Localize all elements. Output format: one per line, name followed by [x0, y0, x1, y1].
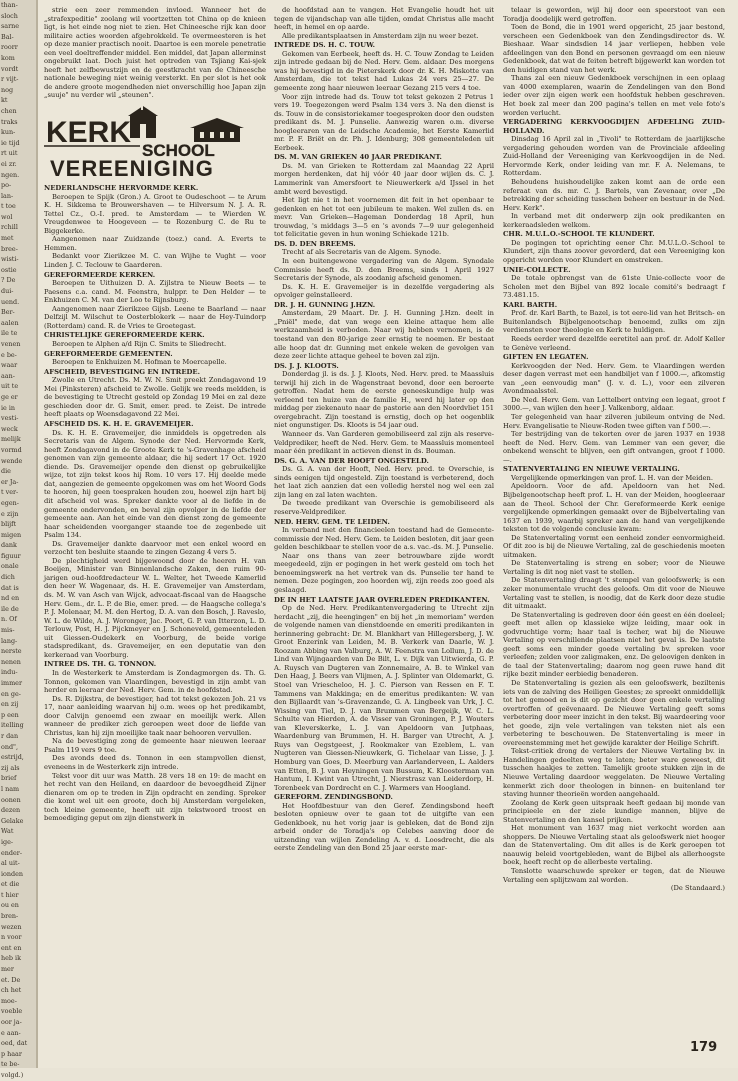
- article-paragraph: Aangenomen naar Zierikzee Gijsb. Leene te Baarland — naar Delfzijl M. Wilschut te Oosterblokerk — naar de Hey-Tuindorp (Rotterdam) cand. R. de Vries te Groetegast.: [44, 304, 266, 330]
- margin-fragment: ionden: [1, 869, 23, 878]
- section-heading: NED. HERV. GEM. TE LEIDEN.: [274, 517, 390, 526]
- margin-fragment: ige-: [1, 837, 14, 846]
- margin-fragment: mis-: [1, 626, 15, 635]
- margin-fragment: ie tijd: [1, 138, 20, 147]
- margin-fragment: en zij: [1, 700, 19, 709]
- margin-fragment: e zijn: [1, 509, 19, 518]
- margin-fragment: oor ja-: [1, 1018, 22, 1026]
- article-paragraph: De Statenvertaling is gedreven door één geest en één doeleel; geeft met allen op klassieke wijze leiding, maar ook in godvruchtige vorm; haar taal is techer, wat bij de Nieuwe Vertaling op verschillende plaatsen niet het geval is. De laatste geeft soms een minder goede vertaling bv. spreken voor verleefen; zelden voor zaligmaken, enz. De geloovigen denken in de taal der Statenvertaling; daarom nog geen ruwe hand dit rijke bezit minder eerbiedig benaderen.: [503, 610, 725, 679]
- article-paragraph: telaar is geworden, wijl hij door een speerstoot van een Toradja doodelijk werd getroffen.: [503, 6, 725, 23]
- article-paragraph: Apeldoorn. Voor de afd. Apeldoorn van het Ned. Bijbelgenootschap heeft prof. L. H. van der Meiden, hoogleeraar aan de Theol. School der Chr. Gereformeerde Kerk eenige vergelijkende opmerkingen gemaakt over de Bijbelvertaling van 1637 en 1939, waarbij spreker aan de hand van vergelijkende teksten tot de volgende conclusie kwam:: [503, 482, 725, 534]
- section-heading: DS. M. VAN GRIEKEN 40 JAAR PREDIKANT.: [274, 153, 442, 162]
- logo-word-vereeniging: VEREENIGING: [50, 156, 214, 182]
- margin-fragment: indu-: [1, 668, 18, 677]
- margin-fragment: uit te: [1, 382, 19, 391]
- article-paragraph: Aangenomen naar Zuidzande (toez.) cand. A. Everts te Hemmen.: [44, 235, 266, 252]
- article-paragraph: De Statenvertaling is gezien als een geloofswerk, beziltenis iets van de zalving des Heiligen Geestes; ze spreekt onmiddellijk tot het gemoed en is dit op gezicht door geen enkele vertaling overtroffen of geëvenaard. De Nieuwe Vertaling geeft soms verbetering door meer inzicht in den tekst. Bij waardeering voor het goede, zijn vele vertalingen van teksten niet als een verbetering te beschouwen. De Statenvertaling is meer in overeenstemming met het gewijde karakter der Heilige Schrift.: [503, 678, 725, 747]
- margin-fragment: itelling: [1, 721, 24, 730]
- margin-fragment: ch het: [1, 986, 22, 995]
- article-paragraph: Na de bevestiging zong de gemeente haar nieuwen leeraar Psalm 119 vers 9 toe.: [44, 737, 266, 754]
- margin-fragment: sloch: [1, 11, 18, 20]
- article-paragraph: Trecht af als Secretaris van de Algem. Synode.: [282, 248, 442, 257]
- article-paragraph: Vergelijkende opmerkingen van prof. L. H. van der Meiden.: [511, 473, 713, 482]
- column-3: [503, 6, 725, 893]
- section-heading: VERGADERING KERKVOOGDIJEN AFDEELING ZUID-HOLLAND.: [503, 118, 725, 135]
- article-paragraph: Behoudens huishoudelijke zaken komt aan de orde een referaat van ds. mr. C. J. Bartels, van Zevenaar, over „De betrekking der scheiding tusschen beheer en bestuur in de Ned. Herv. Kerk".: [503, 178, 725, 212]
- section-heading: CHR. M.U.L.O.-SCHOOL TE KLUNDERT.: [503, 230, 655, 239]
- article-paragraph: De pogingen tot oprichting eener Chr. M.U.L.O.-School te Klundert, zijn thans zoover gevorderd, dat een Vereeniging kon opgericht worden voor Klundert en omstreken.: [503, 238, 725, 264]
- section-heading: CHRISTELIJKE GEREFORMEERDE KERK.: [44, 331, 205, 340]
- column-2: [274, 6, 494, 853]
- article-paragraph: Tenslotte waarschuwde spreker er tegen, dat de Nieuwe Vertaling een splijtzwam zal worden.: [503, 867, 725, 884]
- margin-fragment: dezen: [1, 806, 21, 815]
- margin-fragment: ie in: [1, 403, 16, 412]
- margin-fragment: voeble: [1, 1007, 23, 1016]
- article-paragraph: Bedankt voor Zierikzee M. C. van Wijhe te Vught — voor Linden J. C. Teclouw te Gaarderen.: [44, 252, 266, 269]
- section-heading: UNIE-COLLECTE.: [503, 265, 571, 274]
- article-paragraph: Ds. K. H. E. Gravemeijer, die inmiddels is opgetreden als Secretaris van de Algem. Synode der Ned. Hervormde Kerk, heeft Zondagavond in de Groote Kerk te 's-Gravenhage afscheid genomen van zijn gemeente aldaar, die hij sedert 17 Oct. 1920 diende. Ds. Gravemeijer opende den dienst op gebruikelijke wijze, tot zijn tekst koos hij Rom. 10 vers 17. Hij deelde mede dat, aangezien de gemeente opgekomen was om het Woord Gods te hooren, hij geen toespraken houden zou, hoewel zijn hart bij dit afscheid vol was. Spreker dankte voor al de liefde in de gemeente ondervonden, en beval zijn opvolger in de liefde der gemeente aan. Aan het einde van den dienst zong de gemeente haar scheidenden voorganger staande toe de zegenbede uit Psalm 134.: [44, 428, 266, 540]
- article-paragraph: Ds. R. Dijkstra, de bevestiger, had tot tekst gekozen Joh. 21 vs 17, naar aanleiding waarvan hij o.m. wees op het predikambt, door Calvijn genoemd een zwaar en moeilijk werk. Allen wanneer de prediker zich geroepen weet door de liefde van Christus, kan hij zijn moeilijke taak naar behooren vervullen.: [44, 694, 266, 737]
- margin-fragment: t hier: [1, 890, 19, 899]
- margin-fragment: onale: [1, 562, 19, 571]
- margin-fragment: vesti-: [1, 414, 19, 423]
- margin-fragment: ei zr.: [1, 159, 17, 168]
- section-heading: DE IN HET LAATSTE JAAR OVERLEDEN PREDIKANTEN.: [274, 595, 490, 604]
- margin-fragment: wende: [1, 456, 23, 465]
- article-paragraph: Het Hoofdbestuur van den Geref. Zendingsbond heeft besloten opnieuw over te gaan tot de uitgifte van een Gedenkboek, nu het vorig jaar is gebleken, dat de Bond zijn arbeid onder de Toradja's op Celebes aanving door de uitzending van wijlen Zendeling A. v. d. Loosdrecht, die als eerste Zendeling van den Bond 25 jaar eerste mar-: [274, 801, 494, 853]
- margin-fragment: ile te: [1, 329, 18, 338]
- section-heading: DR. J. H. GUNNING J.HZN.: [274, 300, 376, 309]
- article-paragraph: In verband met dit onderwerp zijn ook predikanten en kerkeraadsleden welkom.: [503, 212, 725, 229]
- article-paragraph: Ter bestrijding van de tekorten over de jaren 1937 en 1938 heeft de Ned. Herv. Gem. van Lemmer van een gever, die onbekend wenscht te blijven, een gift ontvangen, groot f 1000.—.: [503, 430, 725, 464]
- margin-fragment: melijk: [1, 435, 21, 444]
- article-paragraph: de hoofdstad aan te vangen. Het Evangelie houdt het uit tegen de vijandschap van alle tijden, omdat Christus alle macht heeft, in hemel en op aarde.: [274, 6, 494, 32]
- article-paragraph: Amsterdam, 29 Maart. Dr. J. H. Gunning J.Hzn. deelt in „Pniël" mede, dat van wege een kleine attaque hem alle werkzaamheid is verboden. Naar wij hebben vernomen, is de toestand van den 80-jarige zeer ernstig te noemen. Er bestaat alle hoop dat dr. Gunning met enkele weken de gevolgen van deze zeer lichte attaque geheel te boven zal zijn.: [274, 309, 494, 361]
- margin-fragment: met: [1, 234, 14, 243]
- margin-fragment: die: [1, 467, 11, 476]
- column-1: [44, 6, 266, 823]
- article-paragraph: De Ned. Herv. Gem. van Lettelbert ontving een legaat, groot f 3000.—, van wijlen den heer J. Valkenborg, aldaar.: [503, 395, 725, 413]
- margin-fragment: weck: [1, 424, 18, 433]
- section-heading: GIFTEN EN LEGATEN.: [503, 353, 589, 362]
- section-heading: INTREDE DS. H. C. TOUW.: [274, 41, 376, 50]
- article-paragraph: De tweede predikant van Overschie is gemobiliseerd als reserve-Veldprediker.: [274, 499, 494, 516]
- article-paragraph: Ds. K. H. E. Gravemeijer is in dezelfde vergadering als opvolger geïnstalleerd.: [274, 282, 494, 300]
- section-heading: GEREFORMEERDE GEMEENTEN.: [44, 349, 173, 358]
- margin-fragment: nog: [1, 85, 14, 94]
- section-heading: DS. D. DEN BREEMS.: [274, 239, 356, 248]
- margin-fragment: dat is: [1, 583, 19, 592]
- article-paragraph: Voor zijn intrede had ds. Touw tot tekst gekozen 2 Petrus 1 vers 19. Toegezongen werd Psalm 134 vers 3. Na den dienst is ds. Touw in de consistoriekamer toegesproken door den oudsten predikant ds. M. J. Punselie. Aanwezig waren o.m. diverse hoogleeraren van de Leidsche Academie, het Eerste Kamerlid mr. P. F. Briët en dr. Ph. J. Idenburg; 308 gemeenteleden uit Eerbeek.: [274, 92, 494, 152]
- margin-fragment: estrijd,: [1, 753, 24, 762]
- margin-fragment: ge er: [1, 392, 18, 401]
- article-paragraph: Prof. dr. Karl Barth, te Bazel, is tot eere-lid van het Britsch- en Buitenlandsch Bijbelgenootschap benoemd, zulks om zijn verdiensten voor theologie en Kerk te huldigen.: [503, 309, 725, 335]
- section-heading: GEREFORMEERDE KERKEN.: [44, 270, 156, 279]
- margin-fragment: te be-: [1, 1060, 20, 1069]
- article-paragraph: De Statenvertaling draagt 't stempel van geloofswerk; is een zeker monumentale vrucht des geloofs. Om dit voor de Nieuwe Vertaling vast te stellen, is noodig, dat de Kerk door deze studie dit uitmaakt.: [503, 576, 725, 611]
- margin-fragment: Gelake: [1, 816, 24, 825]
- margin-fragment: nenen: [1, 657, 21, 666]
- margin-fragment: dank: [1, 541, 17, 550]
- article-paragraph: Kerkvoogden der Ned. Herv. Gem. te Vlaardingen werden deser dagen verrast met een handbiljet van f 1000.—, afkomstig van „een eenvoudig man" (J. v. d. L.), voor een zilveren Avondmaalsstel.: [503, 361, 725, 396]
- margin-fragment: roorr: [1, 43, 18, 52]
- margin-fragment: dui-: [1, 287, 14, 296]
- margin-fragment: zij als: [1, 763, 20, 772]
- margin-fragment: Wat: [1, 827, 14, 836]
- article-paragraph: Dinsdag 16 April zal in „Tivoli" te Rotterdam de jaarlijksche vergadering gehouden worden van de Provinciale afdeeling Zuid-Holland der Vereeniging van Kerkvoogdijen in de Ned. Hervormde Kerk, onder leiding van mr. F. A. Nelemans, te Rotterdam.: [503, 135, 725, 178]
- margin-fragment: rt uit: [1, 149, 18, 158]
- section-heading: DS. G. A. VAN DER HOOFT ONGESTELD.: [274, 456, 429, 465]
- margin-fragment: wol: [1, 212, 13, 221]
- margin-fragment: t ver-: [1, 488, 19, 497]
- article-paragraph: Beroepen te Alphen a/d Rijn C. Smits te Sliedrecht.: [52, 340, 227, 348]
- margin-fragment: egen-: [1, 498, 19, 507]
- section-heading: GEREFORM. ZENDINGSBOND.: [274, 793, 393, 802]
- article-paragraph: Thans zal een nieuw Gedenkboek verschijnen in een oplaag van 4000 exemplaren, waarin de Zendelingen van den Bond ieder over zijn eigen werk een hoofdstuk hebben geschreven. Het boek zal meer dan 200 pagina's tellen en met vele foto's worden verlucht.: [503, 74, 725, 117]
- section-heading: KARL BARTH.: [503, 300, 558, 309]
- margin-fragment: en ge-: [1, 689, 21, 698]
- margin-fragment: r dan: [1, 731, 19, 740]
- article-paragraph: Ds. G. A. van der Hooft, Ned. Herv. pred. te Overschie, is sinds eenigen tijd ongesteld. Zijn toestand is verbeterend, doch het laat zich aanzien dat een volledig herstel nog wel een zal zijn lang en zal laten wachten.: [274, 465, 494, 499]
- article-paragraph: Zoolang de Kerk geen uitspraak heeft gedaan bij monde van principieele en der ziele kundige mannen, blijve de Statenvertaling en den kansel prijken.: [503, 798, 725, 824]
- article-paragraph: De Statenvertaling is streng en sober; voor de Nieuwe Vertaling is dit nog niet vast te stellen.: [503, 559, 725, 576]
- margin-fragment: bren-: [1, 912, 19, 921]
- section-heading: DS. J. J. KLOOTS.: [274, 361, 339, 370]
- margin-fragment: ond",: [1, 742, 19, 751]
- article-paragraph: Tekst-critiek drong de vertalers der Nieuwe Vertaling bv. in Handelingen gedeelten weg te laten; beter ware geweest, dit tusschen haakjes te zetten. Tamelijk groote stukken zijn in de Nieuwe Vertaling daardoor weggelaten. De Nieuwe Vertaling kenmerkt zich door theologen in binnen- en buitenland ter staving hunner theorieën worden aangehaald.: [503, 747, 725, 799]
- article-paragraph: Beroepen te Uithuizen D. A. Zijlstra te Nieuw Beets — te Paesens c.a. cand. M. Feenstra, hulppr. te Den Helder — te Enkhuizen C. M. van der Loo te Rijnsburg.: [44, 279, 266, 305]
- margin-fragment: venen: [1, 340, 21, 348]
- margin-fragment: ostie: [1, 265, 17, 274]
- article-paragraph: Ds. Gravemeijer dankte daarvoor met een enkel woord en verzocht ten besluite staande te zingen Gezang 4 vers 5.: [44, 539, 266, 557]
- article-paragraph: Des avonds deed ds. Tonnon in een stampvollen dienst, eveneens in de Westerkerk zijn intrede.: [44, 754, 266, 771]
- margin-fragment: sarne: [1, 22, 20, 31]
- margin-fragment: chen: [1, 106, 17, 115]
- margin-fragment: bree-: [1, 244, 18, 253]
- margin-fragment: ngen.: [1, 170, 20, 179]
- margin-fragment: ender-: [1, 848, 22, 857]
- margin-fragment: dich: [1, 573, 15, 582]
- article-paragraph: Donderdag jl. is ds. J. J. Kloots, Ned. Herv. pred. te Maassluis terwijl hij zich in de Wagenstraat bevond, door een beroerte getroffen. Nadat hem de eerste geneeskundige hulp was verleend ten huize van de familie H., werd hij later op den middag per ziekenauto naar de pastorie aan den Noordvliet 151 overgebracht. Zijn toestand is ernstig, doch op het oogenblik niet ongunstiger. Ds. Kloots is 54 jaar oud.: [274, 370, 494, 430]
- margin-fragment: kun-: [1, 128, 16, 137]
- margin-fragment: al uit-: [1, 859, 20, 868]
- margin-fragment: vordt: [1, 64, 19, 73]
- section-heading: INTREE DS. TH. G. TONNON.: [44, 660, 157, 669]
- margin-fragment: Ber-: [1, 308, 15, 317]
- margin-fragment: p haar: [1, 1049, 22, 1058]
- article-paragraph: Beroepen te Enkhuizen M. Hofman te Moercapelle.: [52, 358, 227, 367]
- section-heading: AFSCHEID, BEVESTIGING EN INTREDE.: [44, 367, 200, 376]
- article-paragraph: Het monument van 1637 mag niet verkocht worden aan shoppers. De Nieuwe Vertaling staat als geloofswerk niet hooger dan de Statenvertaling. Om dit alles is de Kerk geroepen tot naauwig beleid voortgebleden, want de Bijbel als allerhoogste boek, heeft recht op de allerbeste vertaling.: [503, 824, 725, 867]
- margin-fragment: et die: [1, 880, 20, 889]
- article-paragraph: Beroepen te Spijk (Gron.) A. Groot te Oudeschoot — te Arum K. H. Sikkema te Brouwershaven — te Hilversum N. J. A. R. Tettel Cz., O.-I. pred. te Amsterdam — te Wierden W. Vreugdenwee te Hoogeveen — te Rozenburg C. de Ru te Biggekerke.: [44, 192, 266, 235]
- margin-fragment: mer: [1, 965, 14, 974]
- article-paragraph: In verband met den financieelen toestand had de Gemeente-commissie der Ned. Herv. Gem. te Leiden besloten, dit jaar geen gelden beschikbaar te stellen voor de a.s. vac.-ds. M. J. Punselie.: [274, 526, 494, 552]
- margin-fragment: l nam: [1, 784, 20, 793]
- article-paragraph: Wanneer ds. Van Garderen gemobiliseerd zal zijn als reserve-Veldprediker, heeft de Ned. Herv. Gem. te Maassluis momenteel maar één predikant in actieven dienst in ds. Bouman.: [274, 430, 494, 456]
- logo-word-kerk: KERK: [46, 116, 132, 150]
- article-paragraph: Ter gelegenheid van haar zilveren jubileum ontving de Ned. Herv. Evangelisatie te Nieuw-Roden twee giften van f 500.—.: [503, 412, 725, 430]
- margin-fragment: migen: [1, 530, 22, 539]
- article-paragraph: Reeds eerder werd dezelfde eeretitel aan prof. dr. Adolf Keller te Genève verleend.: [503, 335, 725, 352]
- article-paragraph: Toen de Bond, die in 1901 werd opgericht, 25 jaar bestond, verscheen een Gedenkboek van den Zendingsdirector ds. W. Bieshaar. Waar sindsdien 14 jaar verliepen, hebben vele afdeelingen van den Bond en personen gevraagd om een nieuw Gedenkboek, dat wat de feiten betreft bijgewerkt kan worden tot den huidigen stand van het werk.: [503, 23, 725, 74]
- margin-fragment: r vijt-: [1, 75, 19, 84]
- margin-fragment: Bal-: [1, 32, 14, 41]
- margin-fragment: ile de: [1, 604, 19, 613]
- article-paragraph: Tekst voor dit uur was Matth. 28 vers 18 en 19: de macht en het recht van den Heiland, en daardoor de bevoegdheid Zijner dienaren om op te treden in Zijn opdracht en zending. Spreker die komt wel uit een groote, doch bij Amsterdam vergeleken, toch kleine gemeente, heeft uit zijn tekstwoord troost en bemoediging geput om zijn dienstwerk in: [44, 771, 266, 823]
- margin-fragment: t toe: [1, 202, 16, 211]
- margin-fragment: po-: [1, 181, 12, 190]
- article-paragraph: Op de Ned. Herv. Predikantenvergadering te Utrecht zijn herdacht „zij, die heengingen" en bij het „in memoriam" werden de volgende namen van dienstdoende en emeriti predikanten in herinnering gebracht: Dr. M. Blankhart van Hillegersberg, J. W. Groot Enzerink van Leiden, M. B. Verkerk van Daarle, W. J. Roozam Abbing van Valburg, A. W. Feenstra van Lollum, J. D. de Lind van Wijngaarden van De Bilt, L. v. Dijk van Uitwierda, G. P. A. Ruysch van Dugteren van Zonnemaire, A. B. te Winkel van Den Haag, J. Beers van Vlijmen, A. J. Splinter van Oldemarkt, G. Stoel van Vriescheloo, H. J. C. Pierson van Ressen en F. T. Tammens van Makkinga; en de emeritus predikanten: W. van den Bijllaardt van 's-Gravenzande, G. A. Lingbeek van Urk, J. C. Wissing van Tiel, D. J. van Brummen van Bergeijk, W. C. L. Schulte van Hierden, A. de Visser van Groningen, P. J. Wouters van Kleverskerke, L. J. van Apeldoorn van Jutphaas, Waardenburg van Brummen, H. H. Barger van Utrecht, A. J. Ruys van Oegstgeest, J. Rookmaker van Ezeblem, L. van Nugteren van Giessen-Nieuwkerk, G. Tichelaar van Lisse, J. J. Homburg van Goes, D. Meerburg van Aarlanderveen, L. Aalders van Etten, B. J. van Heyningen van Bussum, K. Kloosterman van Hantum, I. Kwint van Utrecht, J. Nierstrasz van Leiderdorp, H. Torenbeek van Dordrecht en C. J. Warmers van Hoogland.: [274, 604, 494, 792]
- margin-fragment: e aan-: [1, 1028, 21, 1037]
- margin-fragment: wisti-: [1, 255, 19, 264]
- article-paragraph: Ds. M. van Grieken te Rotterdam zal Maandag 22 April morgen herdenken, dat hij vóór 40 jaar door wijlen ds. C. J. Lammerink van Amersfoort te Nieuwerkerk a/d IJssel in het ambt werd bevestigd.: [274, 161, 494, 196]
- column-1-items: [44, 184, 266, 823]
- margin-fragment: aan-: [1, 371, 15, 380]
- margin-fragment: volgd.): [1, 1070, 24, 1079]
- margin-fragment: p een: [1, 710, 19, 719]
- article-paragraph: De Statenvertaling vormt een eenheid zonder eenvormigheid. Of dit zoo is bij de Nieuwe Vertaling, zal de geschiedenis moeten uitmaken.: [503, 533, 725, 559]
- article-paragraph: De plechtigheid werd bijgewoond door de heeren H. van Boeijen, Minister van Binnenlandsche Zaken, den ruim 90-jarigen oud-hoofdredacteur W. L. Welter, het Tweede Kamerlid den heer W. Wagenaar, ds. H. E. Gravemeijer van Amsterdam, ds. M. W. van Asch van Wijck, advocaat-fiscaal van de Haagsche Herv. Gem., dr. L. P. de Bie, emer. pred. — de Haagsche collega's P. J. Molenaar, M. M. den Hertog, D. A. van den Bosch, J. Raveslo, W. L. de Wilde, A. J. Woronger, Jac. Poort, G. P. van Itterzon, L. D. Terlouw, Post, H. J. Pijckmeyer en J. Schoneveld, gemeenteleden uit Giessen-Oudekerk en Voorburg, de beide vorige stadspredikant, ds. Gravemeijer, en een deputatie van den kerkeraad van Voorburg.: [44, 556, 266, 659]
- margin-fragment: traks: [1, 117, 18, 126]
- article-paragraph: Zwolle en Utrecht. Ds. M. W. N. Smit preekt Zondagavond 19 Mei (Pinksteren) afscheid te Zwolle. Gelijk we reeds meldden, is de bevestiging te Utrecht gesteld op Zondag 19 Mei en zal deze geschieden door dr. G. Smit, emer. pred. te Zeist. De intrede heeft plaats op Woensdagavond 22 Mei.: [44, 376, 266, 419]
- margin-fragment: blijft: [1, 520, 17, 529]
- left-margin-fragments: [0, 0, 38, 1079]
- section-heading: AFSCHEID DS. K. H. E. GRAVEMEIJER.: [44, 420, 194, 429]
- article-paragraph: De totale opbrengst van de 61ste Unie-collecte voor de Scholen met den Bijbel van 892 locale comité's bedraagt f 73.481.15.: [503, 274, 725, 300]
- kerk-school-vereeniging-logo: [44, 106, 266, 180]
- margin-fragment: immer: [1, 679, 23, 687]
- margin-fragment: rchill: [1, 223, 18, 232]
- section-heading: STATENVERTALING EN NIEUWE VERTALING.: [503, 465, 680, 474]
- margin-fragment: moe-: [1, 996, 17, 1005]
- margin-fragment: wezen: [1, 922, 22, 931]
- margin-fragment: ? De: [1, 276, 16, 285]
- margin-fragment: uend.: [1, 297, 20, 306]
- margin-fragment: lan-: [1, 191, 14, 200]
- article-paragraph: In een buitengewone vergadering van de Algem. Synodale Commissie heeft ds. D. den Breems, sinds 1 April 1927 Secretaris der Synode, als zoodanig afscheid genomen.: [274, 257, 494, 283]
- margin-fragment: figuur: [1, 551, 21, 560]
- margin-fragment: than-: [1, 1, 18, 9]
- margin-fragment: lang-: [1, 636, 18, 645]
- margin-fragment: waar: [1, 361, 18, 370]
- margin-fragment: ent en: [1, 943, 22, 952]
- article-paragraph: In de Westerkerk te Amsterdam is Zondagmorgen ds. Th. G. Tonnon, gekomen van Vlaardingen, bevestigd in zijn ambt van herder en leeraar der Ned. Herv. Gem. in de hoofdstad.: [44, 668, 266, 695]
- margin-fragment: nd en: [1, 594, 20, 603]
- article-paragraph: Alle predikantsplaatsen in Amsterdam zijn nu weer bezet.: [282, 31, 479, 40]
- margin-fragment: ou en: [1, 901, 19, 910]
- margin-fragment: heb ik: [1, 954, 21, 963]
- margin-fragment: n voor: [1, 933, 22, 942]
- intro-paragraph: strie een zeer remmenden invloed. Wanneer het de „strafexpeditie" zoolang wil voortzetten tot China op de knieen ligt, is het einde nog niet te zien. Het Chineesche rijk kan door militaire acties woorden afgebrokkeld. Te overmeesteren is het op deze manier practisch nooit. Daartoe is een morele penetratie een veel doeltreffender middel. Een middel, dat Japan allerminst ongebruikt laat. Doch juist het optreden van Tsjiang Kai-sjek heeft het zelfbewustzijn en de geestkracht van de Chineesche nationale beweging niet weinig versterkt. En per slot is het ook de andere groote mogendheden niet onverschillig hoe Japan zijn „suuje" nu verder wil „steunen".: [44, 6, 266, 100]
- article-paragraph: Naar ons thans van zeer betrouwbare zijde wordt meegedeeld, zijn er pogingen in het werk gesteld om toch het benoemingswerk na het vertrek van ds. Punselie ter hand te nemen. Deze pogingen, zoo hoorden wij, zijn reeds zoo goed als geslaagd.: [274, 551, 494, 594]
- article-paragraph: Gekomen van Eerbeek, heeft ds. H. C. Touw Zondag te Leiden zijn intrede gedaan bij de Ned. Herv. Gem. aldaar. Des morgens was hij bevestigd in de Pieterskerk door dr. K. H. Miskotte van Amsterdam, die tot tekst had Lukas 24 vers 25—27. De gemeente zong haar nieuwen leeraar Gezang 215 vers 4 toe.: [274, 49, 494, 92]
- section-heading: NEDERLANDSCHE HERVORMDE KERK.: [44, 184, 199, 193]
- margin-fragment: et. De: [1, 975, 21, 984]
- margin-fragment: kt: [1, 96, 8, 105]
- margin-fragment: er Ja-: [1, 477, 19, 486]
- margin-fragment: e be-: [1, 350, 17, 359]
- page-number: 179: [690, 1040, 718, 1055]
- margin-fragment: oonen: [1, 795, 21, 804]
- margin-fragment: kom: [1, 53, 15, 62]
- margin-fragment: vormd: [1, 445, 22, 454]
- logo-word-school: SCHOOL: [142, 141, 215, 161]
- margin-fragment: n. Of: [1, 615, 17, 624]
- margin-fragment: aalen: [1, 318, 19, 327]
- article-paragraph: Het ligt nie t in het voornemen dit feit in het openbaar te gedenken en het tot een jubileum te maken. Wel zullen ds. en mevr. Van Grieken—Hageman Donderdag 18 April, hun trouwdag, 's middags 3—5 en 's avonds 7—9 uur gelegenheid tot felicitatie geven in hun woning Schiekade 121b.: [274, 196, 494, 239]
- margin-fragment: nerste: [1, 647, 22, 656]
- margin-fragment: brief: [1, 774, 17, 783]
- source-credit: (De Standaard.): [670, 884, 725, 893]
- margin-fragment: oed, dat: [1, 1039, 28, 1048]
